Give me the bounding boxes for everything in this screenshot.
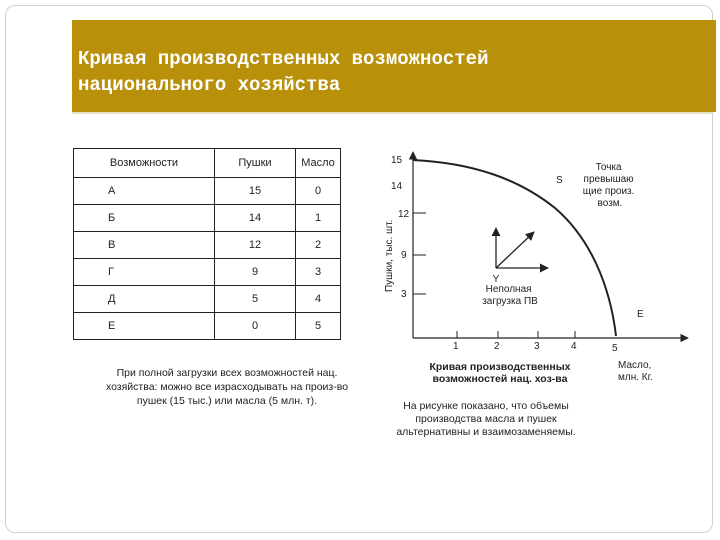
row-label: А xyxy=(74,178,215,205)
x-axis-label-line1: Масло, xyxy=(618,360,652,371)
row-label: Г xyxy=(74,259,215,286)
point-s-note-line: возм. xyxy=(597,198,623,209)
y-axis-label: Пушки, тыс. шт. xyxy=(384,219,395,292)
point-y-note-line: Неполная xyxy=(485,284,532,295)
point-s-note xyxy=(583,162,637,209)
butter-value: 3 xyxy=(296,259,341,286)
row-label: Д xyxy=(74,286,215,313)
x-tick-label: 3 xyxy=(534,341,540,352)
x-tick-label: 5 xyxy=(612,343,618,354)
butter-value: 2 xyxy=(296,232,341,259)
point-e-label: E xyxy=(637,309,644,320)
point-s-label: S xyxy=(556,175,563,186)
point-y-note xyxy=(482,284,538,307)
butter-value: 5 xyxy=(296,313,341,340)
guns-value: 12 xyxy=(215,232,296,259)
x-tick-label: 1 xyxy=(453,341,459,352)
y-tick-label: 9 xyxy=(401,250,407,261)
row-label: В xyxy=(74,232,215,259)
point-y-note-line: загрузка ПВ xyxy=(482,296,538,307)
header-butter: Масло xyxy=(296,149,341,178)
y-tick-label: 3 xyxy=(401,289,407,300)
y-tick-label: 12 xyxy=(398,209,410,220)
full-load-note: При полной загрузки всех возможностей нац. хозяйства: можно все израсходывать на произ-во пушек (15 тыс.) или масла (5 млн. т). xyxy=(105,367,349,407)
x-tick-label: 4 xyxy=(571,341,577,352)
guns-value: 14 xyxy=(215,205,296,232)
butter-value: 1 xyxy=(296,205,341,232)
butter-value: 4 xyxy=(296,286,341,313)
x-axis-label xyxy=(618,360,654,383)
guns-value: 5 xyxy=(215,286,296,313)
y-tick-label: 14 xyxy=(391,181,403,192)
point-s-note-line: щие произ. xyxy=(582,186,635,197)
butter-value: 0 xyxy=(296,178,341,205)
guns-value: 0 xyxy=(215,313,296,340)
guns-value: 15 xyxy=(215,178,296,205)
header-possibilities: Возможности xyxy=(74,149,215,178)
diagram-note: На рисунке показано, что объемы производства масла и пушек альтернативны и взаимозаменяемы. xyxy=(396,400,576,438)
header-guns: Пушки xyxy=(215,149,296,178)
point-s-note-line: Точка xyxy=(595,162,622,173)
diagram-caption: Кривая производственных возможностей нац. хоз-ва xyxy=(429,361,571,385)
point-s-note-line: превышаю xyxy=(583,174,634,185)
point-y-label: Y xyxy=(492,274,500,285)
x-tick-label: 2 xyxy=(494,341,500,352)
guns-value: 9 xyxy=(215,259,296,286)
y-diagonal-arrow xyxy=(496,232,534,268)
row-label: Б xyxy=(74,205,215,232)
y-tick-label: 15 xyxy=(391,155,403,166)
row-label: Е xyxy=(74,313,215,340)
slide-title: Кривая производственных возможностей национального хозяйства xyxy=(78,48,489,96)
x-axis-label-line2: млн. Кг. xyxy=(618,372,653,383)
